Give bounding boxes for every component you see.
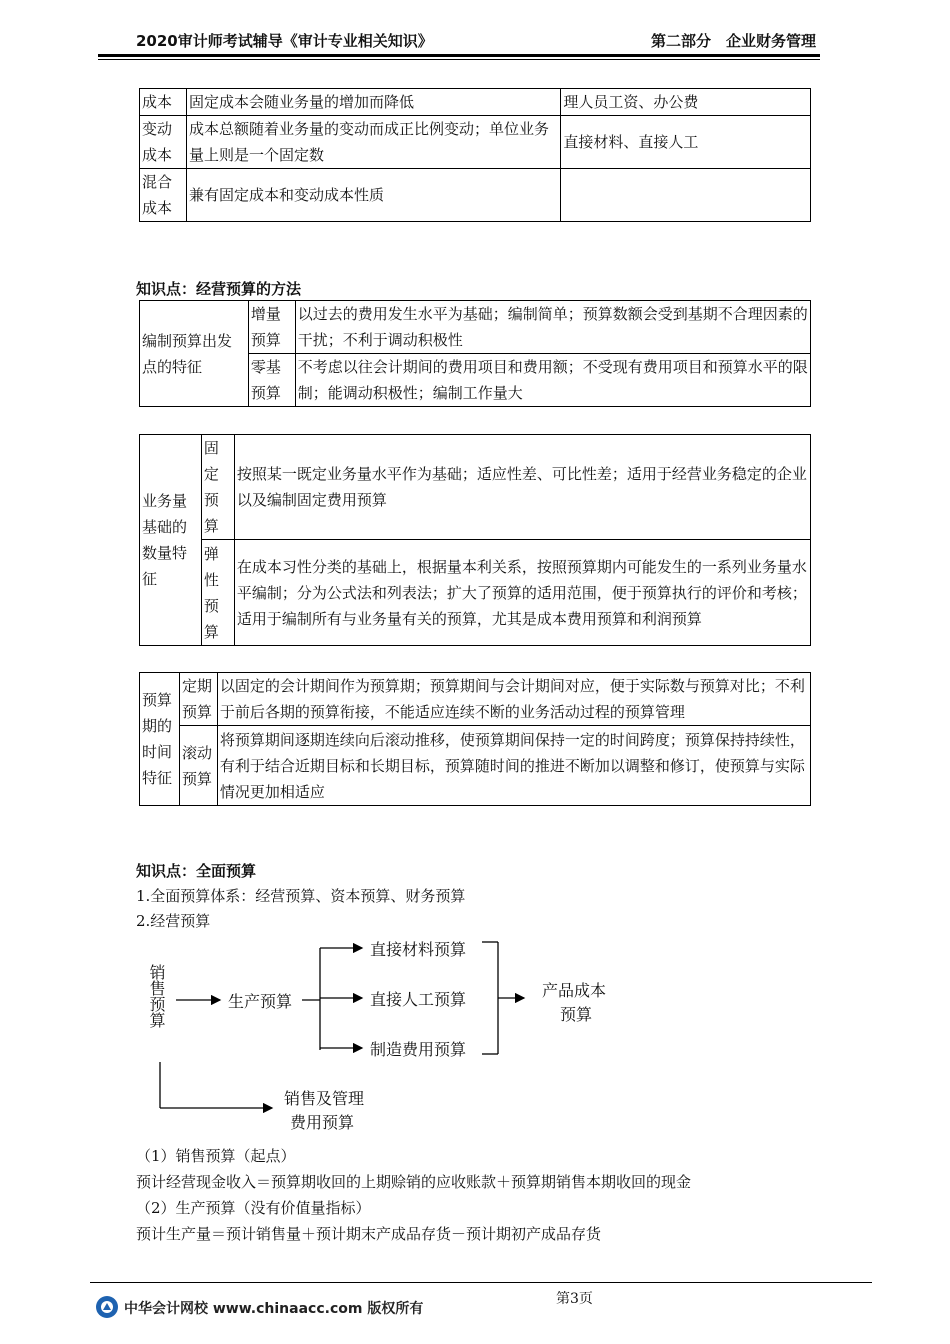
budget-desc: 不考虑以往会计期间的费用项目和费用额；不受现有费用项目和预算水平的限制；能调动积极性；编制工作量大 [295, 354, 810, 407]
budget-name: 弹性预算 [201, 540, 234, 646]
sales-budget-heading: （1）销售预算（起点） [136, 1147, 296, 1165]
budget-desc: 按照某一既定业务量水平作为基础；适应性差、可比性差；适用于经营业务稳定的企业以及编制固定费用预算 [234, 435, 810, 540]
table-row [140, 116, 811, 169]
budget-name: 滚动预算 [179, 726, 217, 806]
overhead-node: 制造费用预算 [370, 1040, 467, 1059]
group-label: 预算期的时间特征 [140, 673, 180, 806]
operating-budget-diagram [136, 930, 696, 1130]
budget-name: 固定预算 [201, 435, 234, 540]
table-row [140, 89, 811, 116]
production-budget-heading: （2）生产预算（没有价值量指标） [136, 1199, 371, 1217]
footer-brand: 中华会计网校 www.chinaacc.com 版权所有 [124, 1301, 424, 1317]
budget-desc: 以过去的费用发生水平为基础；编制简单；预算数额会受到基期不合理因素的干扰；不利于调动积极性 [295, 301, 810, 354]
cost-desc: 成本总额随着业务量的变动而成正比例变动；单位业务量上则是一个固定数 [186, 116, 560, 169]
budget-desc: 将预算期间逐期连续向后滚动推移，使预算期间保持一定的时间跨度；预算保持持续性，有利于结合近期目标和长期目标，预算随时间的推进不断加以调整和修订，使预算与实际情况更加相适应 [217, 726, 810, 806]
section-title-budget-methods: 知识点：经营预算的方法 [136, 280, 302, 298]
volume-table [139, 434, 811, 646]
table-row [140, 435, 811, 540]
table-row [140, 540, 811, 646]
header-rule-thick [98, 54, 820, 57]
group-label: 编制预算出发点的特征 [140, 301, 249, 407]
direct-labor-node: 直接人工预算 [370, 990, 467, 1009]
product-cost-node-line1: 产品成本 [542, 981, 607, 1000]
footer-rule [90, 1282, 872, 1283]
budget-desc: 在成本习性分类的基础上，根据量本利关系，按照预算期内可能发生的一系列业务量水平编制；分为公式法和列表法；扩大了预算的适用范围，便于预算执行的评价和考核；适用于编制所有与业务量有关的预算，尤其是成本费用预算和利润预算 [234, 540, 810, 646]
table-row [140, 301, 811, 354]
page-number: 第3页 [556, 1291, 593, 1307]
time-table [139, 672, 811, 806]
budget-name: 增量预算 [248, 301, 295, 354]
table-row [140, 726, 811, 806]
sales-budget-node: 销售预算 [147, 964, 166, 1028]
budget-name: 零基预算 [248, 354, 295, 407]
group-label: 业务量基础的数量特征 [140, 435, 202, 646]
production-formula: 预计生产量＝预计销售量＋预计期末产成品存货－预计期初产成品存货 [136, 1225, 602, 1243]
basis-table [139, 300, 811, 407]
cost-name: 混合成本 [140, 169, 187, 222]
section-title-comprehensive-budget: 知识点：全面预算 [136, 862, 257, 880]
cost-example: 直接材料、直接人工 [561, 116, 811, 169]
chinaacc-logo-icon [96, 1296, 118, 1318]
header-rule-thin [98, 59, 820, 60]
cost-name: 变动成本 [140, 116, 187, 169]
operating-budget-line: 2.经营预算 [136, 912, 211, 930]
sga-node-line1: 销售及管理 [284, 1089, 365, 1108]
production-budget-node: 生产预算 [228, 992, 293, 1011]
sga-node-line2: 费用预算 [290, 1113, 355, 1132]
cost-table [139, 88, 811, 222]
cost-example: 理人员工资、办公费 [561, 89, 811, 116]
table-row [140, 169, 811, 222]
header-section: 第二部分 企业财务管理 [650, 32, 816, 50]
table-row [140, 673, 811, 726]
page-header [136, 30, 816, 52]
budget-name: 定期预算 [179, 673, 217, 726]
budget-desc: 以固定的会计期间作为预算期；预算期间与会计期间对应，便于实际数与预算对比；不利于前后各期的预算衔接，不能适应连续不断的业务活动过程的预算管理 [217, 673, 810, 726]
cost-example [561, 169, 811, 222]
direct-materials-node: 直接材料预算 [370, 940, 467, 959]
budget-system-line: 1.全面预算体系：经营预算、资本预算、财务预算 [136, 887, 466, 905]
diagram-connectors [136, 930, 696, 1130]
cost-desc: 兼有固定成本和变动成本性质 [186, 169, 560, 222]
product-cost-node-line2: 预算 [560, 1005, 593, 1024]
cost-desc: 固定成本会随业务量的增加而降低 [186, 89, 560, 116]
header-title: 2020审计师考试辅导《审计专业相关知识》 [136, 32, 433, 50]
sales-cash-formula: 预计经营现金收入＝预算期收回的上期赊销的应收账款＋预算期销售本期收回的现金 [136, 1173, 692, 1191]
cost-name: 成本 [140, 89, 187, 116]
